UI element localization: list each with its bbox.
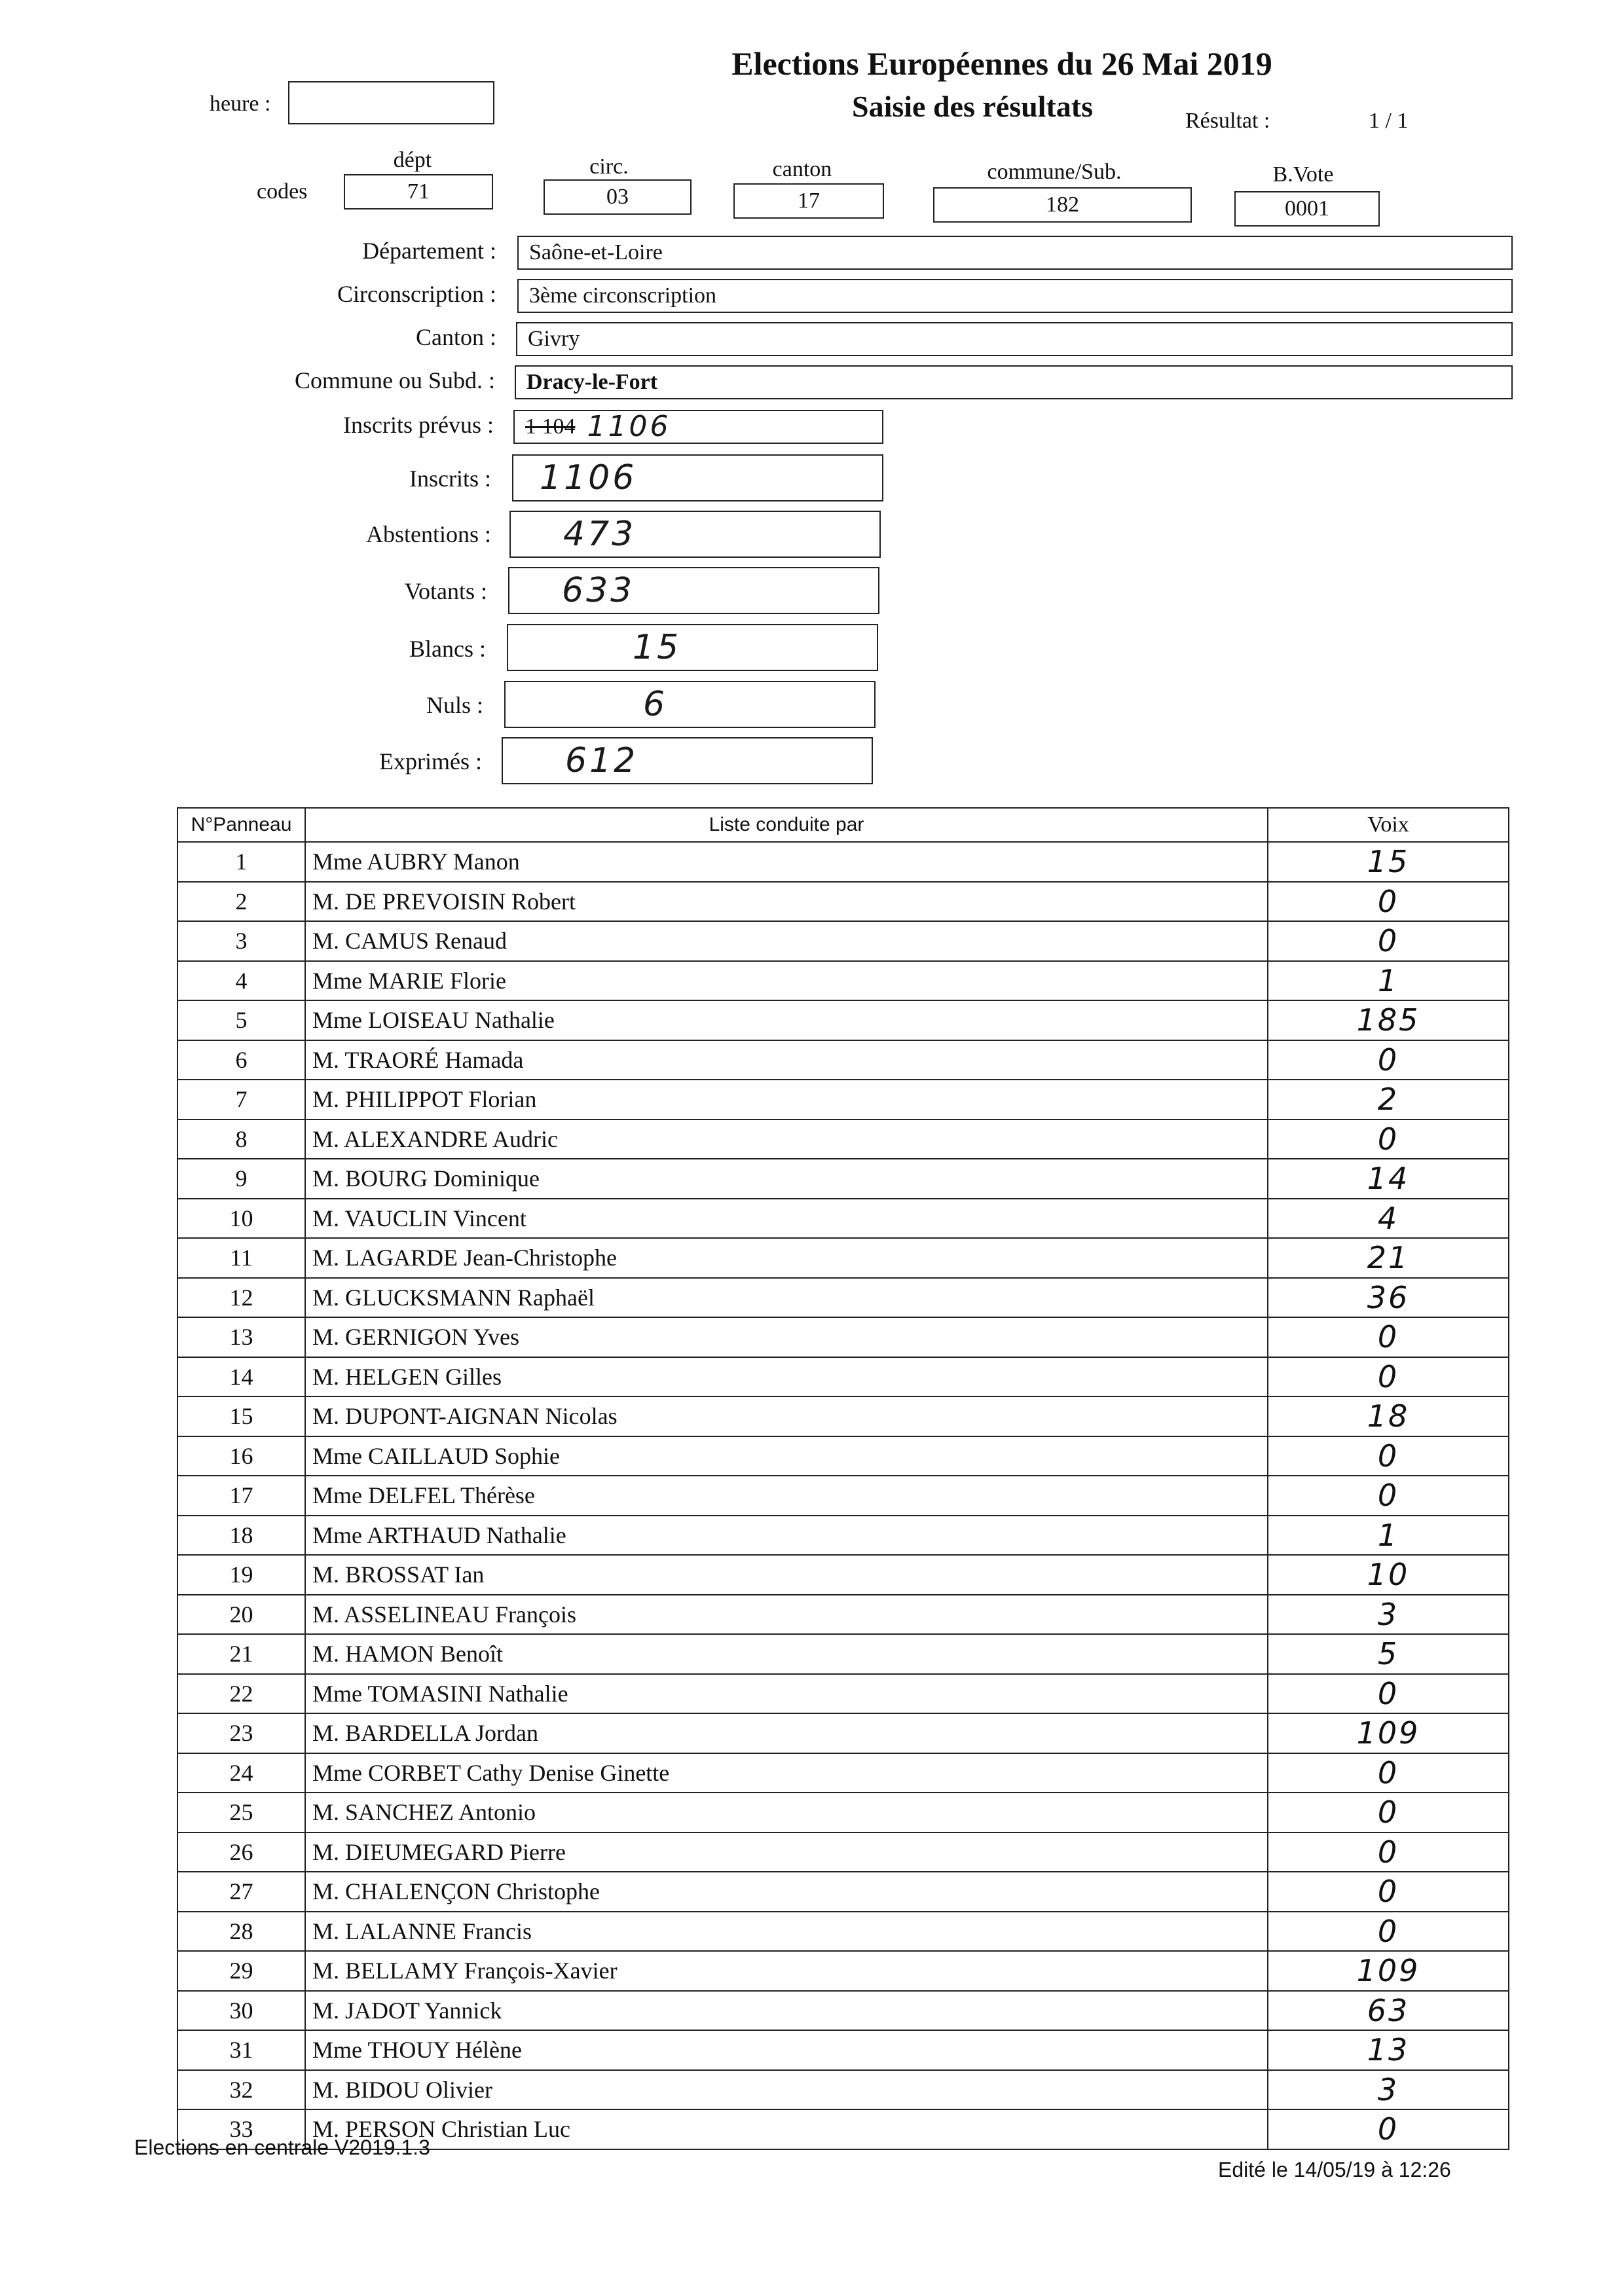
voix-cell[interactable] (1268, 1199, 1509, 1239)
table-row (177, 1912, 1509, 1952)
panneau-number: 14 (177, 1357, 305, 1397)
voix-value: 36 (1367, 1279, 1410, 1315)
list-leader-name: M. LALANNE Francis (305, 1912, 1268, 1952)
voix-value: 0 (1377, 1319, 1399, 1355)
voix-cell[interactable] (1268, 1278, 1509, 1318)
panneau-number: 29 (177, 1951, 305, 1991)
voix-value: 0 (1377, 1478, 1399, 1514)
table-row (177, 1238, 1509, 1278)
table-row (177, 842, 1509, 882)
votants-field[interactable] (508, 567, 879, 614)
voix-value: 0 (1377, 1834, 1399, 1870)
table-row (177, 921, 1509, 961)
voix-cell[interactable] (1268, 1080, 1509, 1120)
voix-cell[interactable] (1268, 1317, 1509, 1357)
table-row (177, 1120, 1509, 1159)
col-voix-header: Voix (1268, 808, 1509, 842)
voix-value: 0 (1377, 1874, 1399, 1910)
table-row (177, 1793, 1509, 1832)
results-table (177, 807, 1509, 2150)
panneau-number: 17 (177, 1476, 305, 1516)
panneau-number: 33 (177, 2109, 305, 2149)
table-row (177, 1278, 1509, 1318)
panneau-number: 9 (177, 1159, 305, 1199)
panneau-number: 21 (177, 1634, 305, 1674)
voix-value: 1 (1377, 1517, 1399, 1553)
voix-value: 185 (1356, 1002, 1420, 1038)
nuls-value: 6 (643, 685, 668, 724)
bvote-field[interactable]: 0001 (1234, 191, 1380, 227)
panneau-number: 23 (177, 1713, 305, 1753)
resultat-value: 1 / 1 (1369, 109, 1409, 133)
list-leader-name: M. DUPONT-AIGNAN Nicolas (305, 1396, 1268, 1436)
voix-cell[interactable] (1268, 1713, 1509, 1753)
voix-value: 3 (1377, 2071, 1399, 2107)
table-row (177, 2070, 1509, 2110)
table-row (177, 1634, 1509, 1674)
voix-value: 18 (1367, 1398, 1410, 1434)
voix-cell[interactable] (1268, 1516, 1509, 1556)
circ-header: circ. (589, 155, 629, 179)
panneau-number: 8 (177, 1120, 305, 1159)
voix-value: 0 (1377, 1358, 1399, 1394)
nuls-field[interactable] (504, 681, 876, 728)
panneau-number: 6 (177, 1040, 305, 1080)
voix-cell[interactable] (1268, 1753, 1509, 1793)
list-leader-name: Mme ARTHAUD Nathalie (305, 1516, 1268, 1556)
page-subtitle: Saisie des résultats (852, 90, 1093, 123)
table-row (177, 1436, 1509, 1476)
exprimes-field[interactable] (502, 737, 873, 784)
list-leader-name: Mme LOISEAU Nathalie (305, 1000, 1268, 1040)
voix-cell[interactable] (1268, 1040, 1509, 1080)
voix-cell[interactable] (1268, 2070, 1509, 2110)
inscrits-prevus-label: Inscrits prévus : (343, 412, 494, 438)
voix-value: 3 (1377, 1596, 1399, 1632)
commune-label: Commune ou Subd. : (294, 367, 495, 393)
abstentions-label: Abstentions : (365, 521, 491, 547)
panneau-number: 10 (177, 1199, 305, 1239)
panneau-number: 27 (177, 1872, 305, 1912)
voix-cell[interactable] (1268, 1555, 1509, 1595)
panneau-number: 22 (177, 1674, 305, 1714)
voix-value: 2 (1377, 1082, 1399, 1118)
inscrits-prevus-printed: 1 104 (525, 414, 576, 439)
list-leader-name: M. CHALENÇON Christophe (305, 1872, 1268, 1912)
bvote-header: B.Vote (1272, 162, 1334, 187)
voix-value: 109 (1356, 1953, 1420, 1989)
voix-value: 4 (1377, 1200, 1399, 1236)
panneau-number: 32 (177, 2070, 305, 2110)
inscrits-prevus-field[interactable] (513, 410, 883, 444)
list-leader-name: M. BELLAMY François-Xavier (305, 1951, 1268, 1991)
voix-value: 0 (1377, 1913, 1399, 1949)
codes-label: codes (257, 179, 308, 204)
list-leader-name: Mme TOMASINI Nathalie (305, 1674, 1268, 1714)
abstentions-value: 473 (563, 515, 637, 554)
edited-date: Edité le 14/05/19 à 12:26 (1218, 2158, 1451, 2181)
list-leader-name: M. GLUCKSMANN Raphaël (305, 1278, 1268, 1318)
list-leader-name: M. BOURG Dominique (305, 1159, 1268, 1199)
panneau-number: 30 (177, 1991, 305, 2031)
voix-value: 5 (1377, 1636, 1399, 1672)
panneau-number: 24 (177, 1753, 305, 1793)
voix-cell[interactable] (1268, 1634, 1509, 1674)
table-row (177, 2030, 1509, 2070)
list-leader-name: Mme CORBET Cathy Denise Ginette (305, 1753, 1268, 1793)
voix-cell[interactable] (1268, 842, 1509, 882)
panneau-number: 13 (177, 1317, 305, 1357)
voix-value: 109 (1356, 1715, 1420, 1751)
circ-field[interactable]: 03 (544, 179, 692, 215)
voix-cell[interactable] (1268, 1238, 1509, 1278)
votants-value: 633 (562, 571, 635, 610)
voix-cell[interactable] (1268, 1436, 1509, 1476)
voix-value: 63 (1367, 1992, 1410, 2028)
voix-cell[interactable] (1268, 1832, 1509, 1872)
list-leader-name: M. LAGARDE Jean-Christophe (305, 1238, 1268, 1278)
table-row (177, 1317, 1509, 1357)
table-row (177, 1753, 1509, 1793)
table-row (177, 1159, 1509, 1199)
voix-cell[interactable] (1268, 961, 1509, 1001)
list-leader-name: Mme MARIE Florie (305, 961, 1268, 1001)
panneau-number: 20 (177, 1595, 305, 1635)
col-num-header: N°Panneau (177, 808, 305, 842)
voix-cell[interactable] (1268, 2109, 1509, 2149)
voix-value: 13 (1367, 2032, 1410, 2068)
list-leader-name: Mme CAILLAUD Sophie (305, 1436, 1268, 1476)
voix-value: 0 (1377, 1795, 1399, 1831)
panneau-number: 1 (177, 842, 305, 882)
list-leader-name: M. JADOT Yannick (305, 1991, 1268, 2031)
panneau-number: 26 (177, 1832, 305, 1872)
panneau-number: 4 (177, 961, 305, 1001)
voix-cell[interactable] (1268, 1357, 1509, 1397)
list-leader-name: M. HELGEN Gilles (305, 1357, 1268, 1397)
panneau-number: 31 (177, 2030, 305, 2070)
panneau-number: 18 (177, 1516, 305, 1556)
dept-field[interactable]: 71 (344, 174, 493, 210)
list-leader-name: M. BIDOU Olivier (305, 2070, 1268, 2110)
list-leader-name: M. ALEXANDRE Audric (305, 1120, 1268, 1159)
resultat-label: Résultat : (1185, 109, 1270, 133)
abstentions-field[interactable] (509, 511, 881, 558)
list-leader-name: Mme AUBRY Manon (305, 842, 1268, 882)
table-row (177, 1951, 1509, 1991)
exprimes-label: Exprimés : (379, 748, 482, 774)
table-row (177, 1991, 1509, 2031)
table-row (177, 1199, 1509, 1239)
departement-field[interactable]: Saône-et-Loire (517, 236, 1513, 270)
voix-value: 14 (1367, 1161, 1410, 1197)
voix-value: 1 (1377, 962, 1399, 998)
blancs-value: 15 (633, 628, 682, 667)
panneau-number: 11 (177, 1238, 305, 1278)
panneau-number: 28 (177, 1912, 305, 1952)
list-leader-name: M. ASSELINEAU François (305, 1595, 1268, 1635)
voix-cell[interactable] (1268, 1476, 1509, 1516)
circonscription-label: Circonscription : (337, 281, 496, 307)
panneau-number: 25 (177, 1793, 305, 1832)
table-row (177, 1396, 1509, 1436)
voix-cell[interactable] (1268, 1159, 1509, 1199)
list-leader-name: M. BARDELLA Jordan (305, 1713, 1268, 1753)
voix-value: 0 (1377, 923, 1399, 959)
list-leader-name: M. DIEUMEGARD Pierre (305, 1832, 1268, 1872)
nuls-label: Nuls : (426, 692, 483, 718)
blancs-label: Blancs : (409, 636, 486, 662)
departement-label: Département : (362, 238, 496, 264)
list-leader-name: M. TRAORÉ Hamada (305, 1040, 1268, 1080)
table-row (177, 1040, 1509, 1080)
voix-value: 0 (1377, 1042, 1399, 1078)
inscrits-field[interactable] (512, 454, 883, 501)
canton-field-info[interactable]: Givry (516, 322, 1513, 356)
voix-value: 15 (1367, 844, 1410, 880)
canton-header: canton (772, 157, 832, 181)
table-header-row (177, 808, 1509, 842)
voix-cell[interactable] (1268, 1872, 1509, 1912)
panneau-number: 3 (177, 921, 305, 961)
voix-cell[interactable] (1268, 1396, 1509, 1436)
inscrits-value: 1106 (540, 458, 637, 498)
canton-field[interactable]: 17 (733, 183, 884, 219)
votants-label: Votants : (404, 578, 487, 604)
heure-field[interactable] (288, 81, 494, 124)
table-row (177, 1555, 1509, 1595)
voix-value: 21 (1367, 1240, 1410, 1276)
voix-cell[interactable] (1268, 1793, 1509, 1832)
voix-cell[interactable] (1268, 1595, 1509, 1635)
table-row (177, 882, 1509, 922)
circonscription-field[interactable]: 3ème circonscription (517, 279, 1513, 313)
list-leader-name: M. BROSSAT Ian (305, 1555, 1268, 1595)
heure-label: heure : (210, 92, 271, 116)
voix-value: 0 (1377, 1675, 1399, 1711)
voix-cell[interactable] (1268, 1951, 1509, 1991)
list-leader-name: M. PERSON Christian Luc (305, 2109, 1268, 2149)
voix-cell[interactable] (1268, 1912, 1509, 1952)
commune-header: commune/Sub. (987, 160, 1122, 184)
voix-cell[interactable] (1268, 1674, 1509, 1714)
table-row (177, 1000, 1509, 1040)
software-version: Elections en centrale V2019.1.3 (134, 2136, 430, 2159)
blancs-field[interactable] (507, 624, 878, 671)
table-row (177, 1080, 1509, 1120)
voix-cell[interactable] (1268, 882, 1509, 922)
list-leader-name: M. DE PREVOISIN Robert (305, 882, 1268, 922)
list-leader-name: M. VAUCLIN Vincent (305, 1199, 1268, 1239)
panneau-number: 12 (177, 1278, 305, 1318)
inscrits-label: Inscrits : (409, 465, 491, 492)
table-row (177, 1516, 1509, 1556)
voix-value: 10 (1367, 1557, 1410, 1593)
table-row (177, 1595, 1509, 1635)
table-row (177, 1476, 1509, 1516)
inscrits-prevus-handwritten: 1106 (587, 410, 671, 443)
voix-cell[interactable] (1268, 1000, 1509, 1040)
voix-value: 0 (1377, 1121, 1399, 1157)
list-leader-name: M. SANCHEZ Antonio (305, 1793, 1268, 1832)
col-name-header: Liste conduite par (305, 808, 1268, 842)
table-row (177, 1357, 1509, 1397)
voix-value: 0 (1377, 1438, 1399, 1474)
list-leader-name: Mme DELFEL Thérèse (305, 1476, 1268, 1516)
voix-value: 0 (1377, 2111, 1399, 2147)
voix-cell[interactable] (1268, 921, 1509, 961)
list-leader-name: M. PHILIPPOT Florian (305, 1080, 1268, 1120)
panneau-number: 16 (177, 1436, 305, 1476)
canton-label: Canton : (416, 324, 496, 350)
table-row (177, 1832, 1509, 1872)
table-row (177, 1872, 1509, 1912)
table-row (177, 1713, 1509, 1753)
table-row (177, 961, 1509, 1001)
dept-header: dépt (393, 148, 432, 172)
list-leader-name: M. HAMON Benoît (305, 1634, 1268, 1674)
panneau-number: 7 (177, 1080, 305, 1120)
voix-cell[interactable] (1268, 1120, 1509, 1159)
panneau-number: 15 (177, 1396, 305, 1436)
voix-cell[interactable] (1268, 2030, 1509, 2070)
voix-value: 0 (1377, 883, 1399, 919)
voix-value: 0 (1377, 1755, 1399, 1791)
page-title: Elections Européennes du 26 Mai 2019 (731, 45, 1272, 82)
panneau-number: 5 (177, 1000, 305, 1040)
commune-field[interactable]: 182 (933, 187, 1192, 223)
panneau-number: 19 (177, 1555, 305, 1595)
exprimes-value: 612 (565, 741, 638, 780)
list-leader-name: M. CAMUS Renaud (305, 921, 1268, 961)
list-leader-name: M. GERNIGON Yves (305, 1317, 1268, 1357)
list-leader-name: Mme THOUY Hélène (305, 2030, 1268, 2070)
panneau-number: 2 (177, 882, 305, 922)
voix-cell[interactable] (1268, 1991, 1509, 2031)
table-row (177, 1674, 1509, 1714)
commune-field-info[interactable]: Dracy-le-Fort (515, 365, 1513, 399)
